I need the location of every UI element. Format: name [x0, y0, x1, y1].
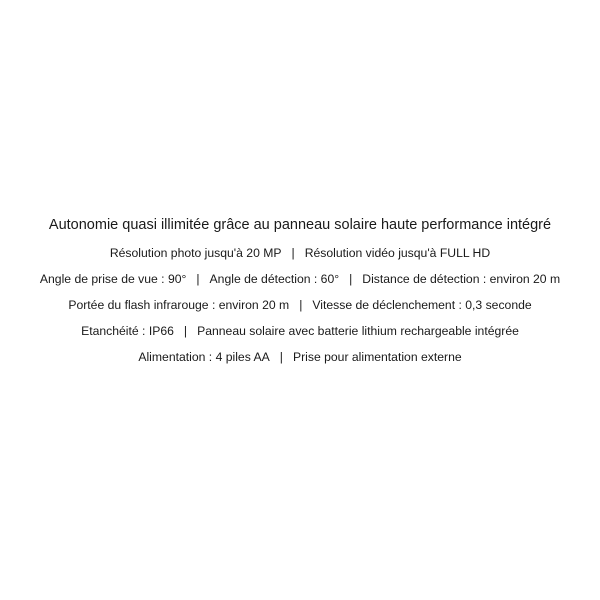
separator: |	[291, 246, 295, 260]
spec-power-supply: Alimentation : 4 piles AA	[138, 350, 270, 364]
spec-line-angles	[0, 272, 600, 287]
spec-trigger-speed: Vitesse de déclenchement : 0,3 seconde	[312, 298, 532, 312]
spec-detection-distance: Distance de détection : environ 20 m	[362, 272, 561, 286]
spec-video-resolution: Résolution vidéo jusqu'à FULL HD	[304, 246, 491, 260]
spec-photo-resolution: Résolution photo jusqu'à 20 MP	[109, 246, 282, 260]
separator: |	[299, 298, 303, 312]
spec-sheet	[0, 216, 600, 376]
spec-flash-range: Portée du flash infrarouge : environ 20 m	[68, 298, 290, 312]
spec-line-resolution	[0, 246, 600, 261]
spec-view-angle: Angle de prise de vue : 90°	[39, 272, 187, 286]
separator: |	[349, 272, 353, 286]
spec-line-power	[0, 350, 600, 365]
spec-solar-panel: Panneau solaire avec batterie lithium rechargeable intégrée	[197, 324, 519, 338]
separator: |	[183, 324, 188, 338]
separator: |	[196, 272, 200, 286]
spec-waterproof: Etanchéité : IP66	[81, 324, 174, 338]
spec-detection-angle: Angle de détection : 60°	[209, 272, 340, 286]
spec-line-waterproof	[0, 324, 600, 339]
spec-external-power: Prise pour alimentation externe	[292, 350, 462, 364]
spec-line-flash	[0, 298, 600, 313]
headline: Autonomie quasi illimitée grâce au panneau solaire haute performance intégré	[48, 217, 552, 233]
separator: |	[279, 350, 283, 364]
